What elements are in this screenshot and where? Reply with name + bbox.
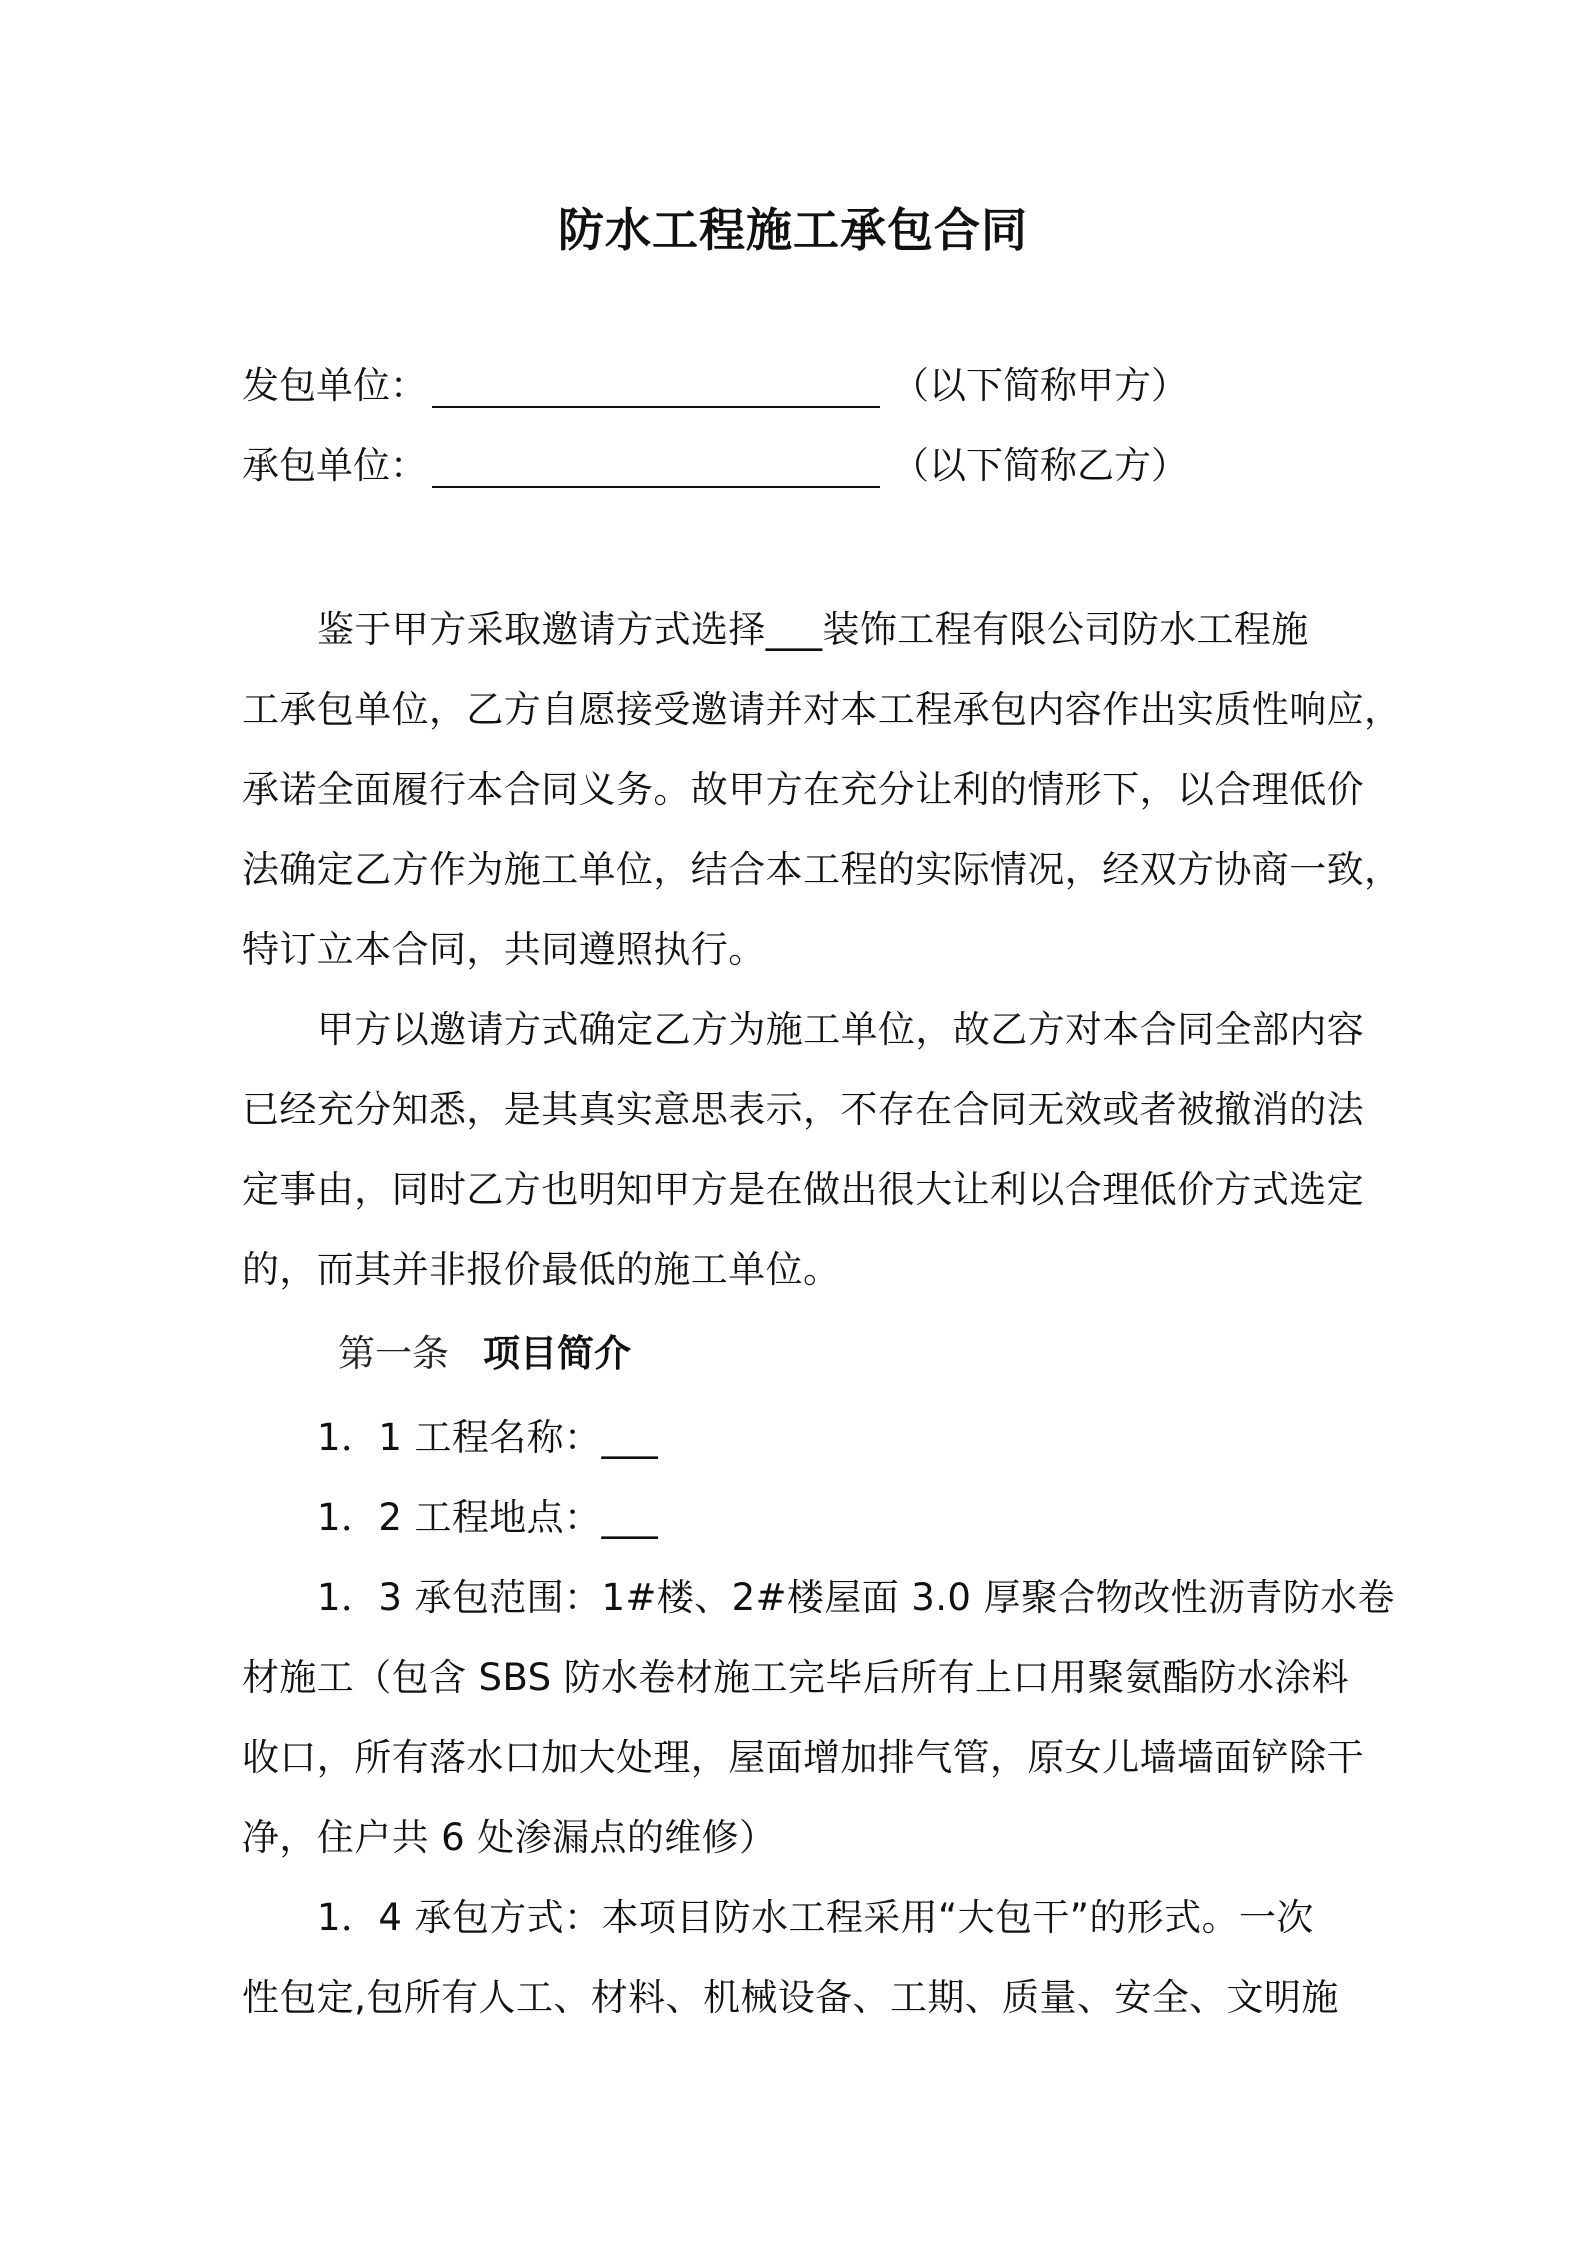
party-label-contractor: 承包单位： [242, 444, 427, 487]
item-project-location: 1．2 工程地点：___ [317, 1496, 659, 1539]
paragraph2-line: 的，而其并非报价最低的施工单位。 [242, 1248, 841, 1291]
article-title: 项目简介 [483, 1332, 631, 1375]
paragraph1-line: 特订立本合同，共同遵照执行。 [242, 928, 766, 971]
paragraph1-line: 工承包单位，乙方自愿接受邀请并对本工程承包内容作出实质性响应， [242, 688, 1402, 731]
article-number: 第一条 [338, 1332, 449, 1375]
item-scope-line: 净，住户共 6 处渗漏点的维修） [242, 1816, 777, 1859]
contractor-name-blank[interactable] [432, 486, 880, 488]
item-contract-method-line: 1．4 承包方式：本项目防水工程采用“大包干”的形式。一次 [317, 1896, 1314, 1939]
item-scope-line: 1．3 承包范围：1#楼、2#楼屋面 3.0 厚聚合物改性沥青防水卷 [317, 1576, 1395, 1619]
item-scope-line: 收口，所有落水口加大处理，屋面增加排气管，原女儿墙墙面铲除干 [242, 1736, 1364, 1779]
paragraph2-line: 甲方以邀请方式确定乙方为施工单位，故乙方对本合同全部内容 [317, 1008, 1365, 1051]
item-project-name: 1．1 工程名称：___ [317, 1416, 659, 1459]
article-1-heading [338, 1324, 631, 1384]
paragraph2-line: 定事由，同时乙方也明知甲方是在做出很大让利以合理低价方式选定 [242, 1168, 1364, 1211]
paragraph1-line: 承诺全面履行本合同义务。故甲方在充分让利的情形下，以合理低价 [242, 768, 1364, 811]
employer-name-blank[interactable] [432, 406, 880, 408]
party-alias-employer: （以下简称甲方） [892, 364, 1188, 407]
paragraph1-line: 法确定乙方作为施工单位，结合本工程的实际情况，经双方协商一致， [242, 848, 1402, 891]
item-contract-method-line: 性包定,包所有人工、材料、机械设备、工期、质量、安全、文明施 [242, 1976, 1339, 2019]
party-label-employer: 发包单位： [242, 364, 427, 407]
party-alias-contractor: （以下简称乙方） [892, 444, 1188, 487]
item-scope-line: 材施工（包含 SBS 防水卷材施工完毕后所有上口用聚氨酯防水涂料 [242, 1656, 1350, 1699]
paragraph1-line: 鉴于甲方采取邀请方式选择___装饰工程有限公司防水工程施 [317, 608, 1309, 651]
document-title: 防水工程施工承包合同 [558, 203, 1028, 257]
paragraph2-line: 已经充分知悉，是其真实意思表示，不存在合同无效或者被撤消的法 [242, 1088, 1364, 1131]
